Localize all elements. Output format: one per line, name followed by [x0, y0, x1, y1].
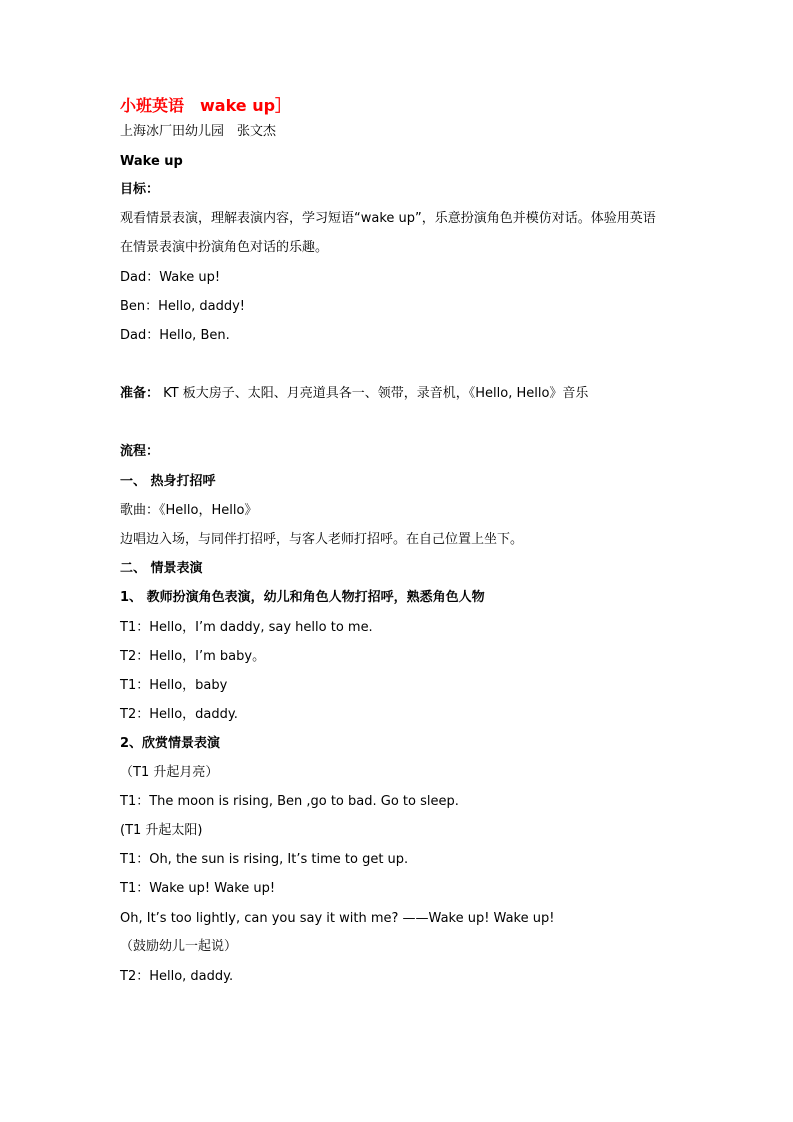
section-heading-performance: 二、 情景表演: [120, 561, 203, 576]
song-line: 歌曲：《Hello，Hello》: [120, 503, 258, 518]
script-line: T1：Hello，baby: [120, 678, 228, 693]
document-title: 小班英语 wake up］: [120, 96, 292, 115]
subsection-heading: 2、欣赏情景表演: [120, 736, 221, 751]
preparation-line: [120, 386, 588, 402]
warmup-description: 边唱边入场，与同伴打招呼，与客人老师打招呼。在自己位置上坐下。: [120, 532, 524, 547]
script-line: T2：Hello, daddy.: [120, 969, 234, 984]
stage-direction: （T1 升起月亮）: [120, 765, 219, 780]
preparation-label: 准备：: [120, 386, 160, 401]
stage-direction: (T1 升起太阳): [120, 823, 203, 838]
script-line: Oh, It’s too lightly, can you say it with me? ——Wake up! Wake up!: [120, 911, 555, 926]
script-line: T1：Wake up! Wake up!: [120, 881, 276, 896]
dialog-line: Dad：Wake up!: [120, 270, 221, 285]
process-label: 流程：: [120, 444, 160, 459]
dialog-line: Dad：Hello, Ben.: [120, 328, 230, 343]
lesson-heading: Wake up: [120, 154, 183, 169]
preparation-text: KT 板大房子、太阳、月亮道具各一、领带，录音机，《Hello, Hello》音乐: [159, 386, 589, 401]
script-line: T1：The moon is rising, Ben ,go to bad. Go to sleep.: [120, 794, 459, 809]
goal-text-line-1: 观看情景表演，理解表演内容，学习短语“wake up”，乐意扮演角色并模仿对话。体验用英语: [120, 211, 656, 226]
subsection-heading: 1、 教师扮演角色表演，幼儿和角色人物打招呼，熟悉角色人物: [120, 590, 485, 605]
section-heading-warmup: 一、 热身打招呼: [120, 474, 216, 489]
script-line: T1：Hello，I’m daddy, say hello to me.: [120, 620, 373, 635]
script-line: T2：Hello，daddy.: [120, 707, 238, 722]
goal-text-line-2: 在情景表演中扮演角色对话的乐趣。: [120, 240, 329, 255]
goal-label: 目标：: [120, 182, 160, 197]
stage-direction: （鼓励幼儿一起说）: [120, 939, 238, 954]
script-line: T1：Oh, the sun is rising, It’s time to get up.: [120, 852, 409, 867]
dialog-line: Ben：Hello, daddy!: [120, 299, 245, 314]
author-line: 上海冰厂田幼儿园 张文杰: [120, 124, 277, 139]
script-line: T2：Hello，I’m baby。: [120, 649, 266, 664]
